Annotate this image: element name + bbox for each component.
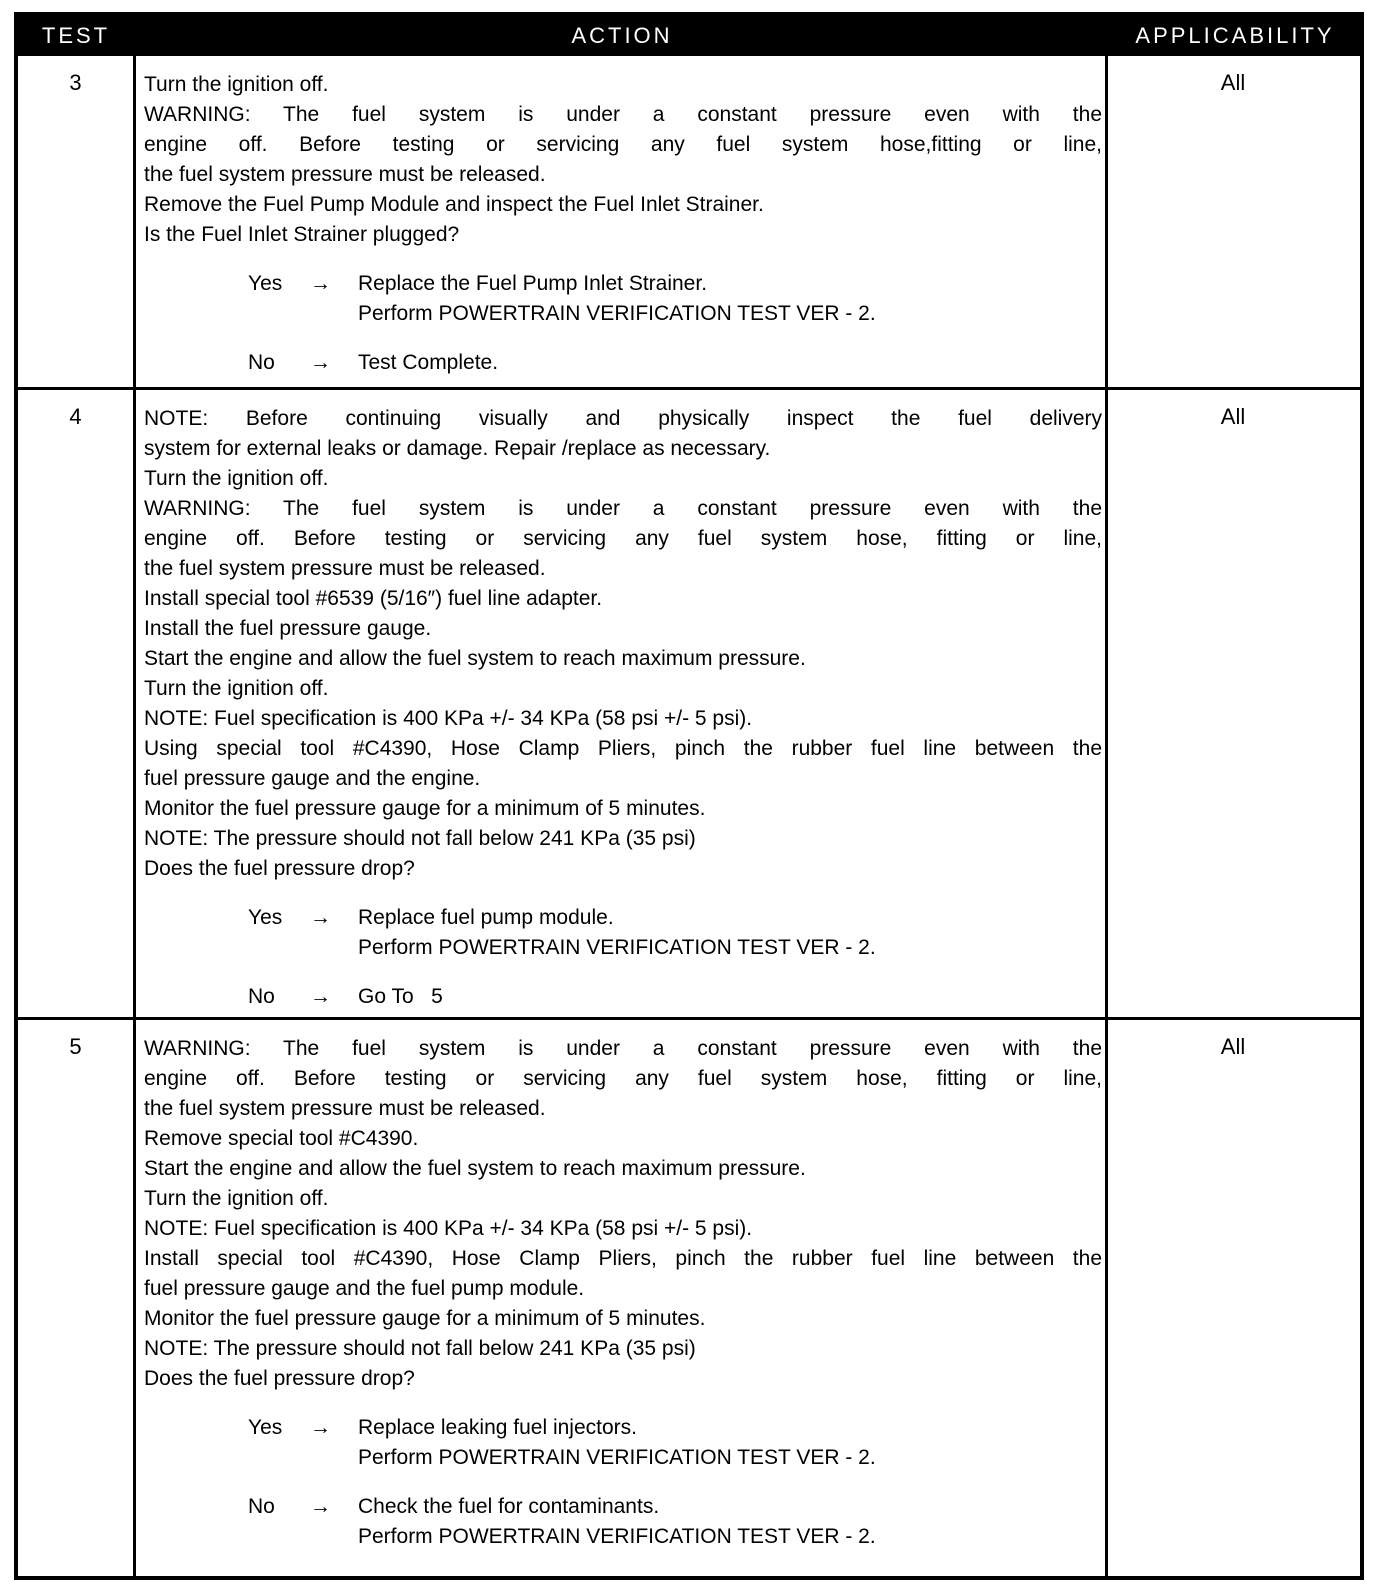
action-line: Does the fuel pressure drop?	[144, 857, 415, 880]
column-divider	[133, 1020, 136, 1576]
applicability-value: All	[1220, 70, 1246, 95]
action-line: the fuel system pressure must be released.	[144, 1097, 546, 1120]
action-line: NOTE: Fuel specification is 400 KPa +/- 34 KPa (58 psi +/- 5 psi).	[144, 1217, 753, 1240]
action-line: engine off. Before testing or servicing any fuel system hose, fitting or line,	[144, 1067, 1102, 1090]
yes-outcome	[144, 903, 1102, 933]
yes-label: Yes	[248, 906, 283, 929]
test-number: 3	[69, 70, 82, 95]
action-line: Turn the ignition off.	[144, 467, 329, 490]
action-line: Start the engine and allow the fuel system to reach maximum pressure.	[144, 1157, 806, 1180]
column-divider	[1105, 56, 1108, 387]
no-label: No	[248, 351, 275, 374]
action-line: WARNING: The fuel system is under a constant pressure even with the	[144, 497, 1102, 520]
no-text: Test Complete.	[358, 351, 499, 374]
no-text: Check the fuel for contaminants.	[358, 1495, 660, 1518]
arrow-right-icon: →	[310, 272, 331, 295]
action-cell	[144, 404, 1102, 1012]
action-line: Turn the ignition off.	[144, 1187, 329, 1210]
action-line: Does the fuel pressure drop?	[144, 1367, 415, 1390]
yes-text: Replace leaking fuel injectors.	[358, 1416, 637, 1439]
table-header	[18, 16, 1360, 56]
header-action: ACTION	[571, 23, 673, 48]
action-line: WARNING: The fuel system is under a constant pressure even with the	[144, 103, 1102, 126]
column-divider	[1105, 1020, 1108, 1576]
no-outcome	[144, 348, 1102, 378]
test-number: 5	[69, 1034, 82, 1059]
no-outcome	[144, 982, 1102, 1012]
action-line: NOTE: The pressure should not fall below 241 KPa (35 psi)	[144, 827, 696, 850]
yes-text-continuation: Perform POWERTRAIN VERIFICATION TEST VER - 2.	[358, 936, 876, 959]
no-outcome	[144, 1492, 1102, 1522]
yes-text-continuation: Perform POWERTRAIN VERIFICATION TEST VER - 2.	[358, 1446, 876, 1469]
table-row-test-5	[18, 1017, 1360, 1576]
column-divider	[133, 390, 136, 1017]
no-label: No	[248, 1495, 275, 1518]
yes-outcome	[144, 269, 1102, 299]
action-line: Install special tool #C4390, Hose Clamp Pliers, pinch the rubber fuel line between the	[144, 1247, 1102, 1270]
yes-text: Replace the Fuel Pump Inlet Strainer.	[358, 272, 708, 295]
action-line: Install special tool #6539 (5/16″) fuel line adapter.	[144, 587, 603, 610]
action-cell	[144, 70, 1102, 378]
action-line: NOTE: The pressure should not fall below 241 KPa (35 psi)	[144, 1337, 696, 1360]
applicability-value: All	[1220, 1034, 1246, 1059]
table-row-test-4	[18, 387, 1360, 1017]
applicability-value: All	[1220, 404, 1246, 429]
arrow-right-icon: →	[310, 1495, 331, 1518]
diagnostic-table	[14, 12, 1364, 1580]
header-applicability: APPLICABILITY	[1135, 23, 1335, 48]
action-line: engine off. Before testing or servicing any fuel system hose,fitting or line,	[144, 133, 1102, 156]
arrow-right-icon: →	[310, 985, 331, 1008]
action-line: Monitor the fuel pressure gauge for a minimum of 5 minutes.	[144, 1307, 706, 1330]
action-line: Turn the ignition off.	[144, 677, 329, 700]
column-divider	[1105, 390, 1108, 1017]
action-line: the fuel system pressure must be released.	[144, 163, 546, 186]
no-text: Go To 5	[358, 985, 443, 1008]
action-line: Remove the Fuel Pump Module and inspect the Fuel Inlet Strainer.	[144, 193, 764, 216]
action-line: engine off. Before testing or servicing any fuel system hose, fitting or line,	[144, 527, 1102, 550]
yes-text-continuation: Perform POWERTRAIN VERIFICATION TEST VER - 2.	[358, 302, 876, 325]
test-number: 4	[69, 404, 82, 429]
yes-label: Yes	[248, 1416, 283, 1439]
action-line: WARNING: The fuel system is under a constant pressure even with the	[144, 1037, 1102, 1060]
column-divider	[133, 56, 136, 387]
arrow-right-icon: →	[310, 1416, 331, 1439]
action-line: Turn the ignition off.	[144, 73, 329, 96]
action-line: fuel pressure gauge and the fuel pump module.	[144, 1277, 585, 1300]
action-line: NOTE: Fuel specification is 400 KPa +/- 34 KPa (58 psi +/- 5 psi).	[144, 707, 753, 730]
yes-label: Yes	[248, 272, 283, 295]
action-cell	[144, 1034, 1102, 1552]
action-line: Using special tool #C4390, Hose Clamp Pliers, pinch the rubber fuel line between the	[144, 737, 1102, 760]
action-line: NOTE: Before continuing visually and physically inspect the fuel delivery	[144, 407, 1102, 430]
action-line: system for external leaks or damage. Repair /replace as necessary.	[144, 437, 771, 460]
yes-outcome	[144, 1413, 1102, 1443]
action-line: the fuel system pressure must be released.	[144, 557, 546, 580]
action-line: fuel pressure gauge and the engine.	[144, 767, 481, 790]
action-line: Remove special tool #C4390.	[144, 1127, 419, 1150]
no-text-continuation: Perform POWERTRAIN VERIFICATION TEST VER - 2.	[358, 1525, 876, 1548]
action-line: Install the fuel pressure gauge.	[144, 617, 432, 640]
header-test: TEST	[41, 23, 111, 48]
action-line: Monitor the fuel pressure gauge for a minimum of 5 minutes.	[144, 797, 706, 820]
action-line: Start the engine and allow the fuel system to reach maximum pressure.	[144, 647, 806, 670]
arrow-right-icon: →	[310, 906, 331, 929]
no-label: No	[248, 985, 275, 1008]
arrow-right-icon: →	[310, 351, 331, 374]
action-line: Is the Fuel Inlet Strainer plugged?	[144, 223, 460, 246]
table-row-test-3	[18, 56, 1360, 387]
yes-text: Replace fuel pump module.	[358, 906, 614, 929]
